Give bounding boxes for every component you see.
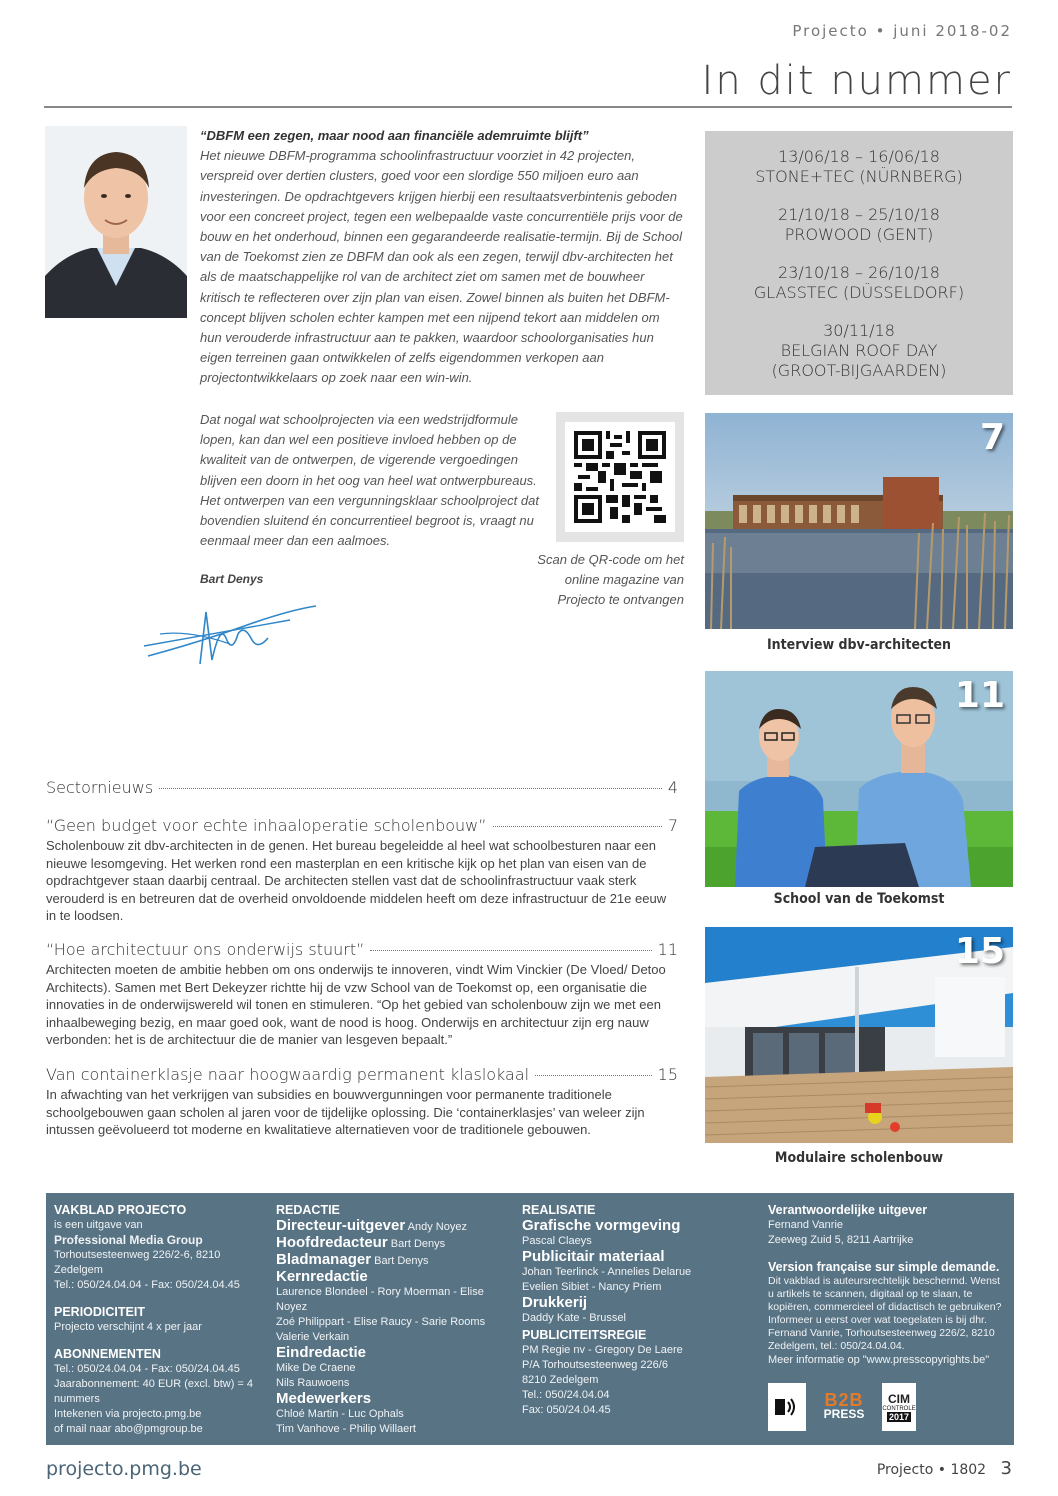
colophon-line: 8210 Zedelgem bbox=[522, 1374, 599, 1386]
toc-page: 11 bbox=[657, 940, 678, 959]
logo-text: PRESS bbox=[823, 1407, 865, 1421]
colophon-heading: Version française sur simple demande. bbox=[768, 1260, 1000, 1274]
event-item bbox=[705, 147, 1013, 187]
event-item bbox=[705, 205, 1013, 245]
toc-title: “Geen budget voor echte inhaaloperatie scholenbouw” bbox=[46, 816, 487, 835]
colophon-role: Hoofdredacteur bbox=[276, 1234, 388, 1251]
toc-leader bbox=[370, 950, 651, 951]
colophon-name: Bart Denys bbox=[390, 1238, 446, 1250]
photo-school-van-de-toekomst[interactable] bbox=[705, 671, 1013, 887]
colophon-line: is een uitgave van bbox=[54, 1219, 143, 1231]
colophon-line: Chloé Martin - Luc Ophals bbox=[276, 1408, 404, 1420]
photo-dbv-architecten[interactable] bbox=[705, 413, 1013, 629]
colophon-heading: Verantwoordelijke uitgever bbox=[768, 1203, 928, 1217]
author-portrait bbox=[45, 126, 187, 318]
logo-text: 2017 bbox=[888, 1412, 910, 1422]
photo-caption: School van de Toekomst bbox=[773, 891, 945, 907]
colophon-line: Projecto verschijnt 4 x per jaar bbox=[54, 1321, 202, 1333]
colophon-line: Tel.: 050/24.04.04 bbox=[522, 1389, 610, 1401]
colophon-column-publisher bbox=[54, 1203, 269, 1437]
colophon-line: Valerie Verkain bbox=[276, 1331, 350, 1343]
toc-page: 4 bbox=[667, 778, 678, 797]
events-box bbox=[705, 131, 1013, 395]
editorial-body-1: Het nieuwe DBFM-programma schoolinfrastructuur voorziet in 42 projecten, verspreid over dertien clusters, goed voor een slordige 550 miljoen euro aan investeringen. De opdrachtgevers krijgen hierbij een resultaatsverbintenis geboden voor een concreet project, tegen een welbepaalde vaste concurrentiële prijs voor de bouw en het onderhoud, binnen een gegarandeerde realisatie-termijn. Bij de School van de Toekomst zien ze DBFM dan ook als een zegen, terwijl dbv-architecten het als de maatschappelijke rol van de architect ziet om samen met de bouwheer kritisch te reflecteren over zijn plan van eisen. Zowel binnen als buiten het DBFM-concept blijven scholen echter kampen met een nijpend tekort aan middelen om hun verouderde infrastructuur aan te pakken, waardoor schoolorganisaties hun eigen terreinen gaan ontwikkelen of zelfs eigendommen verkopen aan projectontwikkelaars op zoek naar een win-win. bbox=[200, 148, 683, 386]
event-dates: 13/06/18 – 16/06/18 bbox=[778, 147, 940, 166]
colophon-heading: PERIODICITEIT bbox=[54, 1305, 145, 1319]
colophon-heading: REALISATIE bbox=[522, 1203, 596, 1217]
colophon-line[interactable]: Intekenen via projecto.pmg.be bbox=[54, 1408, 202, 1420]
photo-caption: Interview dbv-architecten bbox=[766, 637, 952, 653]
event-dates: 30/11/18 bbox=[823, 321, 895, 340]
toc-summary: In afwachting van het verkrijgen van subsidies en bouwvergunningen voor permanente traditionele schoolgebouwen gaan scholen al jaren voor de tijdelijke oplossing. Die ‘containerklasjes’ van weleer zijn intussen geëvolueerd tot moderne en kwalitatieve alternatieven voor de traditionele gebouwen. bbox=[46, 1087, 645, 1137]
toc-title: Sectornieuws bbox=[46, 778, 154, 797]
website-link[interactable]: projecto.pmg.be bbox=[46, 1458, 202, 1480]
logo-text: CONTROLE bbox=[882, 1406, 916, 1412]
logo-text: CIM bbox=[888, 1392, 910, 1406]
colophon-line: Evelien Sibiet - Nancy Priem bbox=[522, 1281, 662, 1293]
page-title: In dit nummer bbox=[701, 58, 1012, 104]
colophon-line: P/A Torhoutsesteenweg 226/6 bbox=[522, 1359, 668, 1371]
colophon-line: Zoé Philippart - Elise Raucy - Sarie Rooms bbox=[276, 1316, 486, 1328]
page-number: 3 bbox=[1000, 1458, 1012, 1479]
editorial-body-2: Dat nogal wat schoolprojecten via een wedstrijdformule lopen, kan dan wel een positieve invloed hebben op de kwaliteit van de ontwerpen, de vigerende vergoedingen blijven een doorn in het oog van heel wat ontwerpbureaus. Het ontwerpen van een vergunningsklaar schoolproject dat bovendien sluitend én concurrentieel begroot is, vraagt nu eenmaal meer dan een aalmoes. bbox=[200, 412, 539, 549]
colophon-line: Daddy Kate - Brussel bbox=[522, 1312, 626, 1324]
toc-leader bbox=[159, 788, 662, 789]
b2b-press-logo bbox=[814, 1383, 874, 1431]
toc-entry-architectuur-onderwijs[interactable] bbox=[46, 940, 678, 1049]
colophon-line: Tim Vanhove - Philip Willaert bbox=[276, 1423, 416, 1435]
logo-text: B2B bbox=[824, 1390, 864, 1410]
colophon-role: Bladmanager bbox=[276, 1251, 372, 1268]
colophon-line: Tel.: 050/24.04.04 - Fax: 050/24.04.45 bbox=[54, 1363, 240, 1375]
colophon-role: Grafische vormgeving bbox=[522, 1217, 681, 1234]
colophon-role: Publicitair materiaal bbox=[522, 1248, 665, 1265]
qr-code-icon bbox=[574, 431, 666, 523]
colophon-line: Professional Media Group bbox=[54, 1233, 203, 1247]
page-number-badge: 15 bbox=[954, 931, 1005, 972]
press-icon bbox=[768, 1383, 806, 1431]
colophon-role: Drukkerij bbox=[522, 1294, 588, 1311]
colophon-role: Directeur-uitgever bbox=[276, 1217, 406, 1234]
colophon-name: Bart Denys bbox=[374, 1255, 429, 1267]
event-name: BELGIAN ROOF DAY bbox=[780, 341, 938, 360]
toc-leader bbox=[535, 1075, 652, 1076]
event-name: PROWOOD (GENT) bbox=[784, 225, 934, 244]
toc-page: 7 bbox=[667, 816, 678, 835]
colophon-line[interactable]: of mail naar abo@pmgroup.be bbox=[54, 1423, 203, 1435]
colophon-line: Torhoutsesteenweg 226/2-6, 8210 Zedelgem bbox=[54, 1249, 221, 1276]
colophon-column-responsible bbox=[768, 1203, 1008, 1368]
colophon bbox=[46, 1193, 1014, 1445]
page-number-badge: 11 bbox=[954, 675, 1005, 716]
toc-summary: Scholenbouw zit dbv-architecten in de genen. Het bureau begeleidde al heel wat schoolbesturen naar een nieuwe lesomgeving. Het werken rond een masterplan en een kritische kijk op het plan van eisen van de opdrachtgever staan daarbij centraal. De architecten stellen vast dat de schoolinfrastructuur vaak sterk verouderd is en betreuren dat de overheid onvoldoende middelen heeft om deze infrastructuur de 21e eeuw in te loodsen. bbox=[46, 838, 667, 923]
event-dates: 21/10/18 – 25/10/18 bbox=[778, 205, 940, 224]
colophon-line: Pascal Claeys bbox=[522, 1235, 592, 1247]
photo-modulaire-scholenbouw[interactable] bbox=[705, 927, 1013, 1143]
event-extra: (GROOT-BIJGAARDEN) bbox=[771, 361, 947, 380]
page-number-badge: 7 bbox=[979, 417, 1005, 458]
toc-entry-geen-budget[interactable] bbox=[46, 816, 678, 925]
colophon-line: Jaarabonnement: 40 EUR (excl. btw) = 4 nummers bbox=[54, 1378, 254, 1405]
issue-line: Projecto • juni 2018-02 bbox=[792, 22, 1012, 40]
toc-title: “Hoe architectuur ons onderwijs stuurt” bbox=[46, 940, 365, 959]
colophon-role: Eindredactie bbox=[276, 1344, 367, 1361]
colophon-line: Zeeweg Zuid 5, 8211 Aartrijke bbox=[768, 1234, 914, 1246]
toc-entry-containerklasje[interactable] bbox=[46, 1065, 678, 1139]
toc-title: Van containerklasje naar hoogwaardig permanent klaslokaal bbox=[46, 1065, 530, 1084]
colophon-column-production bbox=[522, 1203, 742, 1418]
toc-entry-sectornieuws[interactable] bbox=[46, 778, 678, 797]
photo-caption: Modulaire scholenbouw bbox=[774, 1150, 944, 1166]
colophon-heading: PUBLICITEITSREGIE bbox=[522, 1328, 647, 1342]
colophon-role: Medewerkers bbox=[276, 1390, 372, 1407]
editorial-author: Bart Denys bbox=[200, 572, 264, 586]
author-signature bbox=[140, 594, 320, 674]
colophon-line: Laurence Blondeel - Rory Moerman - Elise Noyez bbox=[276, 1286, 484, 1313]
event-dates: 23/10/18 – 26/10/18 bbox=[778, 263, 940, 282]
colophon-line: Johan Teerlinck - Annelies Delarue bbox=[522, 1266, 692, 1278]
footer-issue: Projecto • 1802 bbox=[876, 1462, 987, 1478]
editorial-lead: “DBFM een zegen, maar nood aan financiële ademruimte blijft” bbox=[200, 128, 589, 143]
colophon-role: Kernredactie bbox=[276, 1268, 368, 1285]
toc-leader bbox=[493, 826, 662, 827]
colophon-line: Fax: 050/24.04.45 bbox=[522, 1404, 611, 1416]
colophon-line: Tel.: 050/24.04.04 - Fax: 050/24.04.45 bbox=[54, 1279, 240, 1291]
page-footer bbox=[877, 1458, 1012, 1479]
colophon-line: Mike De Craene bbox=[276, 1362, 356, 1374]
qr-code[interactable] bbox=[556, 412, 684, 542]
toc-page: 15 bbox=[657, 1065, 678, 1084]
colophon-line[interactable]: Meer informatie op "www.presscopyrights.be" bbox=[768, 1354, 990, 1366]
editorial-text-1 bbox=[200, 126, 684, 389]
cim-logo bbox=[882, 1383, 916, 1431]
toc-summary: Architecten moeten de ambitie hebben om ons onderwijs te innoveren, vindt Wim Vinckier (De Vloed/ Detoo Architects). Samen met Bert Dekeyzer richtte hij de vzw School van de Toekomst op, een organisatie die innovaties in de onderwijswereld wil tonen en stimuleren. “Op het gebied van scholenbouw zijn we met een inhaalbeweging bezig, en maar goed ook, want de nood is hoog. Onderwijs en architectuur zijn erg nauw verbonden: het is de architectuur die de manier van lesgeven bepaalt.” bbox=[46, 962, 666, 1047]
colophon-logos bbox=[768, 1383, 916, 1431]
colophon-name: Andy Noyez bbox=[407, 1221, 467, 1233]
colophon-column-editorial bbox=[276, 1203, 496, 1437]
colophon-line: Fernand Vanrie bbox=[768, 1219, 844, 1231]
colophon-line: PM Regie nv - Gregory De Laere bbox=[522, 1344, 683, 1356]
event-name: STONE+TEC (NÜRNBERG) bbox=[755, 167, 963, 186]
colophon-copyright: Dit vakblad is auteursrechtelijk beschermd. Wenst u artikels te scannen, digitaal op te slaan, te kopiëren, commercieel of didactisch te gebruiken? Informeer u eerst over wat toegelaten is bij dhr. Fernand Vanrie, Torhoutsesteenweg 226/2, 8210 Zedelgem, tel.: 050/24.04.04. bbox=[768, 1275, 1002, 1352]
event-item bbox=[705, 263, 1013, 303]
colophon-heading: REDACTIE bbox=[276, 1203, 340, 1217]
colophon-line: Nils Rauwoens bbox=[276, 1377, 350, 1389]
colophon-heading: ABONNEMENTEN bbox=[54, 1347, 161, 1361]
colophon-heading: VAKBLAD PROJECTO bbox=[54, 1203, 187, 1217]
qr-caption: Scan de QR-code om het online magazine van Projecto te ontvangen bbox=[537, 552, 684, 607]
header-rule bbox=[44, 106, 1012, 108]
event-item bbox=[705, 321, 1013, 381]
event-name: GLASSTEC (DÜSSELDORF) bbox=[753, 283, 965, 302]
